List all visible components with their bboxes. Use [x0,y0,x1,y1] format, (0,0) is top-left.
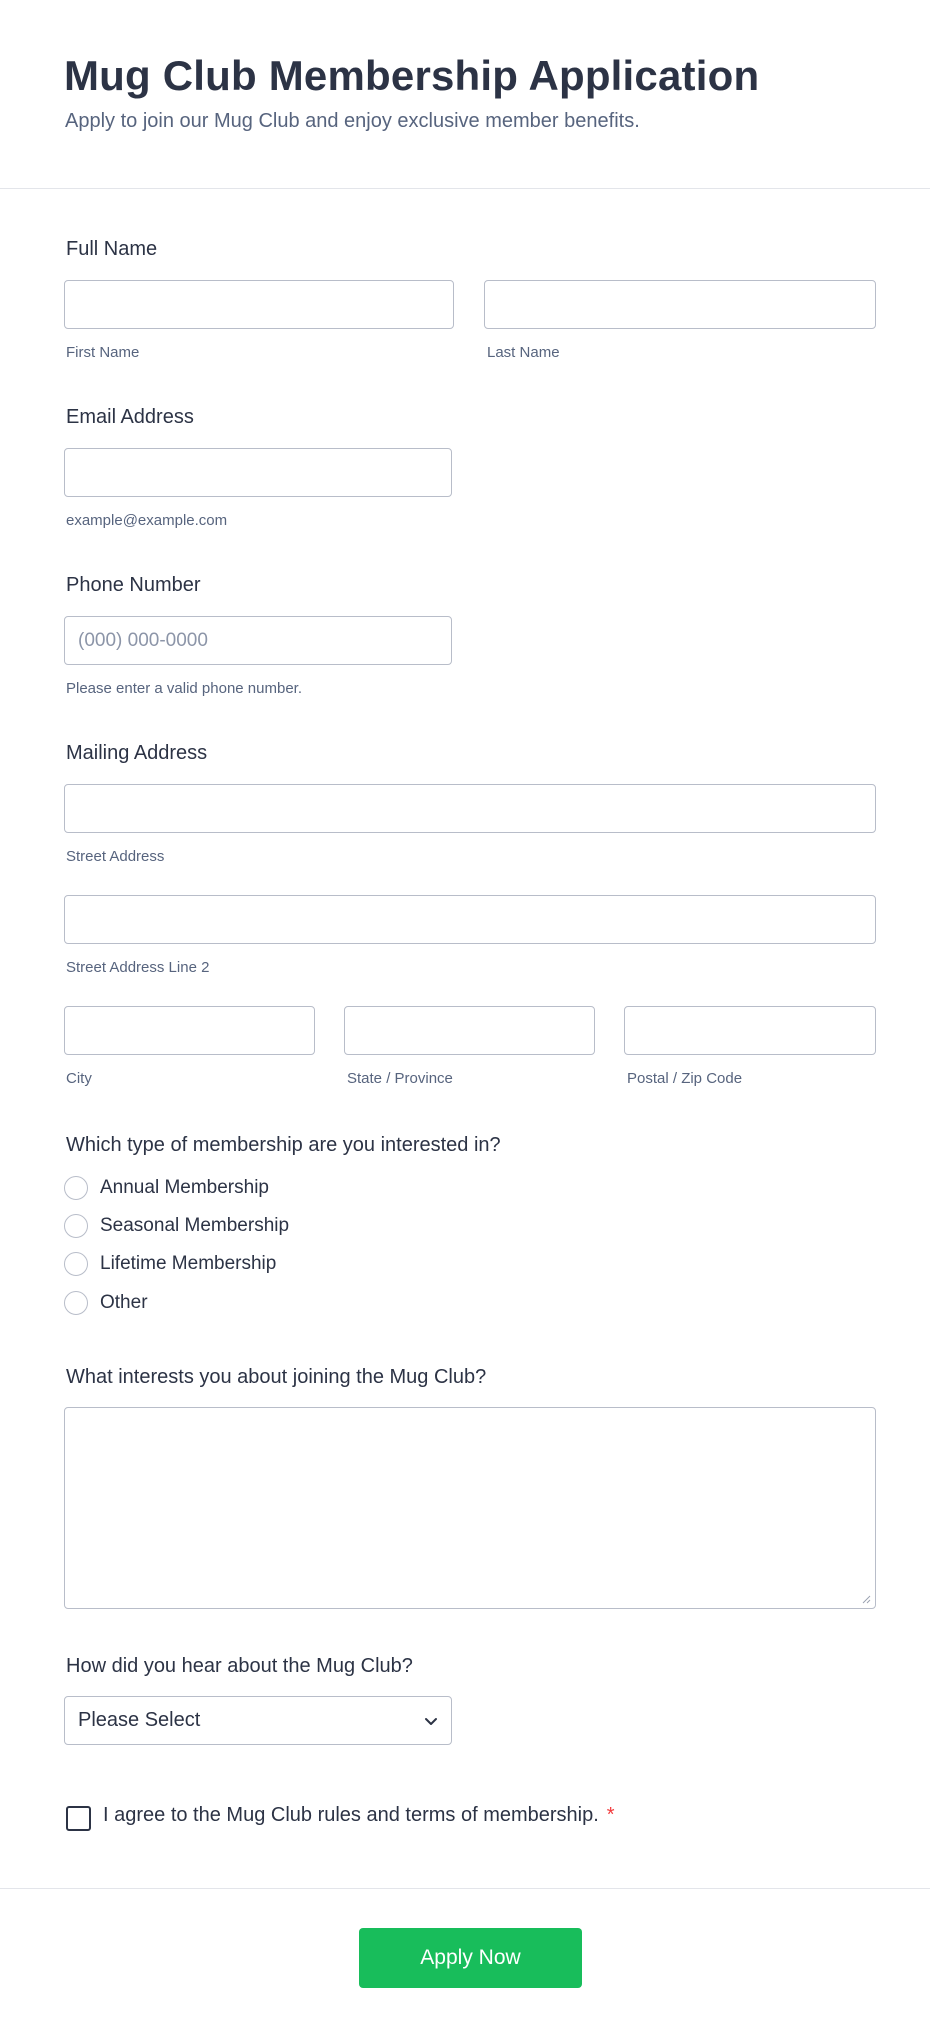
referral-select[interactable] [64,1696,452,1745]
first-name-input[interactable] [64,280,454,329]
email-input[interactable] [64,448,452,497]
apply-now-button[interactable]: Apply Now [359,1928,582,1988]
form-header [0,0,930,189]
form-subtitle: Apply to join our Mug Club and enjoy exclusive member benefits. [65,110,640,132]
radio-button[interactable] [64,1291,88,1315]
phone-label: Phone Number [66,574,201,596]
radio-option-lifetime[interactable] [64,1250,276,1278]
city-sublabel: City [66,1070,92,1087]
membership-label: Which type of membership are you interested in? [66,1134,501,1156]
interests-label: What interests you about joining the Mug Club? [66,1366,487,1388]
street-address-sublabel: Street Address [66,848,165,865]
chevron-down-icon [423,1713,439,1729]
postal-code-sublabel: Postal / Zip Code [627,1070,743,1087]
street-address-input[interactable] [64,784,876,833]
referral-label: How did you hear about the Mug Club? [66,1655,413,1677]
phone-sublabel: Please enter a valid phone number. [66,680,302,697]
state-sublabel: State / Province [347,1070,453,1087]
terms-label: I agree to the Mug Club rules and terms of membership. [103,1804,599,1826]
email-label: Email Address [66,406,194,428]
terms-checkbox[interactable] [66,1806,91,1831]
radio-button[interactable] [64,1252,88,1276]
phone-input[interactable] [64,616,452,665]
email-sublabel: example@example.com [66,512,228,529]
city-input[interactable] [64,1006,315,1055]
required-marker: * [606,1804,615,1826]
postal-code-input[interactable] [624,1006,876,1055]
radio-option-seasonal[interactable] [64,1212,289,1240]
radio-option-other[interactable] [64,1289,148,1317]
first-name-sublabel: First Name [66,344,140,361]
radio-option-annual[interactable] [64,1174,269,1202]
radio-option-label: Seasonal Membership [100,1215,290,1236]
form-title: Mug Club Membership Application [64,52,760,99]
radio-button[interactable] [64,1214,88,1238]
street-address-line2-sublabel: Street Address Line 2 [66,959,210,976]
radio-option-label: Annual Membership [100,1177,269,1198]
resize-grip-icon[interactable] [861,1594,871,1604]
interests-textarea[interactable] [64,1407,876,1609]
address-label: Mailing Address [66,742,208,764]
referral-select-value: Please Select [78,1709,201,1731]
last-name-sublabel: Last Name [487,344,560,361]
radio-button[interactable] [64,1176,88,1200]
last-name-input[interactable] [484,280,876,329]
terms-label-row[interactable] [103,1804,615,1827]
radio-option-label: Lifetime Membership [100,1253,277,1274]
full-name-label: Full Name [66,238,158,260]
radio-option-label: Other [100,1292,148,1313]
street-address-line2-input[interactable] [64,895,876,944]
state-input[interactable] [344,1006,595,1055]
